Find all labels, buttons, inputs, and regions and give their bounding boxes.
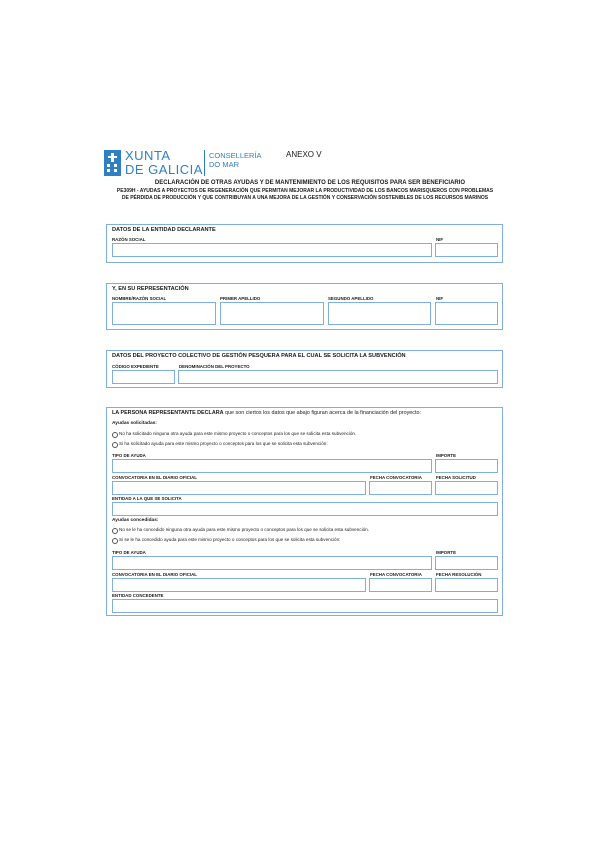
label-importe-sol: IMPORTE [436, 453, 457, 458]
nif-representante-field[interactable] [435, 302, 498, 325]
solicitadas-no-label: No ha solicitado ninguna otra ayuda para este mismo proyecto o conceptos para los que se solicita esta subvención. [119, 431, 357, 436]
entidad-concedente-field[interactable] [112, 599, 498, 613]
label-nif-representante: NIF [436, 296, 444, 301]
label-importe-con: IMPORTE [436, 550, 457, 555]
fecha-convocatoria-con-field[interactable] [369, 578, 432, 592]
primer-apellido-field[interactable] [220, 302, 324, 325]
label-tipo-ayuda-con: TIPO DE AYUDA [112, 550, 146, 555]
concedidas-si-radio[interactable] [112, 538, 118, 544]
label-fecha-resolucion: FECHA RESOLUCIÓN [436, 572, 482, 577]
label-entidad-solicita: ENTIDAD A LA QUE SE SOLICITA [112, 496, 182, 501]
concedidas-si-label: Si se le ha concedido ayuda para este mismo proyecto o conceptos para los que se solicita esta subvención: [119, 537, 341, 542]
nombre-field[interactable] [112, 302, 216, 325]
section-representacion-title: Y, EN SU REPRESENTACIÓN [112, 286, 189, 292]
solicitadas-heading: Ayudas solicitadas: [112, 421, 157, 426]
fecha-resolucion-field[interactable] [435, 578, 498, 592]
entidad-solicita-field[interactable] [112, 502, 498, 516]
concedidas-heading: Ayudas concedidas: [112, 518, 159, 523]
codigo-expediente-field[interactable] [112, 370, 175, 384]
label-primer-apellido: PRIMER APELLIDO [220, 296, 261, 301]
label-fecha-convocatoria-con: FECHA CONVOCATORIA [370, 572, 422, 577]
declaracion-title: LA PERSONA REPRESENTANTE DECLARA [112, 410, 224, 416]
label-razon-social: RAZÓN SOCIAL [112, 237, 146, 242]
importe-sol-field[interactable] [435, 459, 498, 473]
nif-declarante-field[interactable] [435, 243, 498, 257]
conselleria-name: DO MAR [209, 160, 239, 169]
solicitadas-si-label: Si ha solicitado ayuda para este mismo proyecto o conceptos para los que se solicita esta subvención: [119, 441, 328, 446]
section-proyecto-title: DATOS DEL PROYECTO COLECTIVO DE GESTIÓN PESQUERA PARA EL CUAL SE SOLICITA LA SUBVENCIÓN [112, 353, 406, 359]
segundo-apellido-field[interactable] [328, 302, 431, 325]
subtitle-line-1: PE309H - AYUDAS A PROYECTOS DE REGENERACIÓN QUE PERMITAN MEJORAR LA PRODUCTIVIDAD DE LOS BANCOS MARISQUEROS CON PROBLEMAS [116, 188, 494, 194]
document-title: DECLARACIÓN DE OTRAS AYUDAS Y DE MANTENIMIENTO DE LOS REQUISITOS PARA SER BENEFICIARIO [154, 180, 466, 186]
label-tipo-ayuda-sol: TIPO DE AYUDA [112, 453, 146, 458]
logo-divider [204, 150, 205, 176]
document-subtitle [110, 188, 500, 202]
label-fecha-solicitud: FECHA SOLICITUD [436, 475, 476, 480]
xunta-logo-icon [104, 150, 121, 176]
logo-text-galicia: DE GALICIA [125, 162, 203, 177]
convocatoria-con-field[interactable] [112, 578, 366, 592]
fecha-solicitud-field[interactable] [435, 481, 498, 495]
label-codigo-expediente: CÓDIGO EXPEDIENTE [112, 364, 159, 369]
label-nif-declarante: NIF [436, 237, 444, 242]
label-nombre: NOMBRE/RAZÓN SOCIAL [112, 296, 167, 301]
solicitadas-no-radio[interactable] [112, 432, 118, 438]
logo-text-xunta: XUNTA [125, 148, 171, 163]
conselleria-label: CONSELLERÍA [209, 151, 262, 160]
label-fecha-convocatoria-sol: FECHA CONVOCATORIA [370, 475, 422, 480]
label-convocatoria-con: CONVOCATORIA EN EL DIARIO OFICIAL [112, 572, 197, 577]
tipo-ayuda-sol-field[interactable] [112, 459, 432, 473]
convocatoria-sol-field[interactable] [112, 481, 366, 495]
razon-social-field[interactable] [112, 243, 432, 257]
label-segundo-apellido: SEGUNDO APELLIDO [328, 296, 374, 301]
label-convocatoria-sol: CONVOCATORIA EN EL DIARIO OFICIAL [112, 475, 197, 480]
tipo-ayuda-con-field[interactable] [112, 556, 432, 570]
declaracion-text: que son ciertos los datos que abajo figuran acerca de la financiación del proyecto: [223, 410, 421, 416]
denominacion-proyecto-field[interactable] [178, 370, 498, 384]
label-entidad-concedente: ENTIDAD CONCEDENTE [112, 593, 164, 598]
importe-con-field[interactable] [435, 556, 498, 570]
annex-label: ANEXO V [286, 150, 322, 159]
declaracion-intro [112, 410, 421, 416]
subtitle-line-2: DE PÉRDIDA DE PRODUCCIÓN Y QUE CONTRIBUYAN A UNA MEJORA DE LA GESTIÓN Y CONSERVACIÓN SOSTENIBLES DE LOS RECURSOS MARINOS [121, 195, 489, 201]
section-declarante-title: DATOS DE LA ENTIDAD DECLARANTE [112, 227, 216, 233]
concedidas-no-label: No se le ha concedido ninguna otra ayuda para este mismo proyecto o conceptos para los que se solicita esta subvención. [119, 527, 370, 532]
label-denominacion: DENOMINACIÓN DEL PROYECTO [179, 364, 250, 369]
fecha-convocatoria-sol-field[interactable] [369, 481, 432, 495]
concedidas-no-radio[interactable] [112, 528, 118, 534]
solicitadas-si-radio[interactable] [112, 442, 118, 448]
